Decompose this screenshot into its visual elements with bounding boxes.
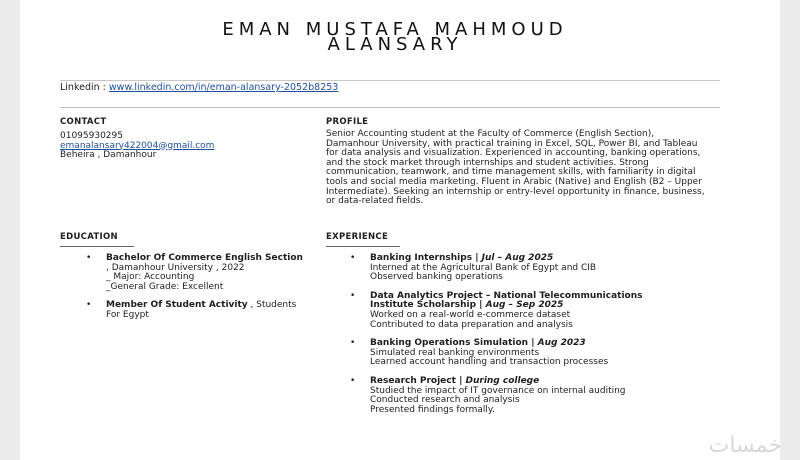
contact-phone: 01095930295 bbox=[60, 131, 123, 141]
experience-sep: | bbox=[455, 375, 466, 386]
experience-date: During college bbox=[465, 375, 540, 386]
experience-title: Data Analytics Project – National Telecommunications Institute Scholarship bbox=[370, 290, 643, 311]
linkedin-link[interactable]: www.linkedin.com/in/eman-alansary-2052b8253 bbox=[108, 82, 339, 93]
education-item bbox=[86, 254, 306, 292]
experience-line: Presented findings formally. bbox=[370, 404, 495, 415]
experience-title: Research Project bbox=[370, 375, 456, 386]
activity-detail: , Students For Egypt bbox=[106, 300, 297, 320]
education-grade: _General Grade: Excellent bbox=[106, 281, 224, 292]
experience-line: Learned account handling and transaction processes bbox=[370, 357, 609, 368]
education-heading-text: EDUCATION bbox=[60, 232, 118, 242]
watermark-logo: خمسات bbox=[708, 433, 782, 458]
experience-list bbox=[350, 254, 680, 415]
contact-heading bbox=[60, 117, 106, 127]
experience-line: Conducted research and analysis bbox=[370, 395, 520, 406]
profile-heading-text: PROFILE bbox=[326, 117, 369, 127]
experience-line: Observed banking operations bbox=[370, 272, 503, 283]
experience-line: Simulated real banking environments bbox=[370, 347, 540, 358]
experience-sep: | bbox=[476, 300, 486, 311]
experience-underline bbox=[326, 242, 400, 247]
experience-title: Banking Operations Simulation bbox=[370, 338, 529, 349]
education-degree: Bachelor Of Commerce English Section bbox=[106, 253, 303, 263]
education-heading bbox=[60, 232, 134, 247]
experience-sep: | bbox=[472, 253, 482, 263]
experience-heading bbox=[326, 232, 400, 247]
experience-line: Interned at the Agricultural Bank of Egypt and CIB bbox=[370, 262, 597, 273]
experience-line: Contributed to data preparation and analysis bbox=[370, 319, 573, 330]
contact-block bbox=[60, 132, 290, 161]
experience-date: Jul – Aug 2025 bbox=[481, 253, 554, 263]
contact-email[interactable]: emanalansary422004@gmail.com bbox=[60, 140, 215, 151]
experience-date: Aug – Sep 2025 bbox=[485, 300, 564, 311]
experience-item bbox=[350, 292, 680, 330]
linkedin-label: Linkedin : bbox=[60, 82, 106, 93]
profile-text: Senior Accounting student at the Faculty of Commerce (English Section), Damanhour University, with practical training in Excel, SQL, Power BI, and Tableau for data analysis and visualization. Experienced in accounting, banking operations, and the stock market through internships and student activities. Strong communication, teamwork, and time management skills, with familiarity in digital tools and social media marketing. Fluent in Arabic (Native) and English (B2 – Upper Intermediate). Seeking an internship or entry-level opportunity in finance, business, or data-related fields. bbox=[326, 129, 705, 207]
experience-item bbox=[350, 254, 680, 283]
top-divider bbox=[60, 80, 720, 81]
profile-heading bbox=[326, 117, 368, 127]
activity-title: Member Of Student Activity bbox=[106, 300, 248, 311]
experience-title: Banking Internships bbox=[370, 253, 473, 263]
education-degree-detail: , Damanhour University , 2022 bbox=[106, 262, 245, 273]
experience-sep: | bbox=[528, 338, 538, 349]
education-list bbox=[86, 254, 306, 321]
experience-heading-text: EXPERIENCE bbox=[326, 232, 389, 242]
education-item bbox=[86, 301, 306, 320]
header-divider bbox=[60, 107, 720, 108]
resume-name bbox=[0, 19, 790, 55]
contact-location: Beheira , Damanhour bbox=[60, 150, 157, 161]
education-major: _ Major: Accounting bbox=[106, 272, 195, 283]
experience-date: Aug 2023 bbox=[537, 338, 586, 349]
education-underline bbox=[60, 242, 134, 247]
experience-item bbox=[350, 339, 680, 368]
experience-line: Worked on a real-world e-commerce dataset bbox=[370, 309, 571, 320]
linkedin-row bbox=[60, 82, 720, 95]
experience-item bbox=[350, 377, 680, 415]
name-line-2: ALANSARY bbox=[327, 34, 463, 55]
contact-heading-text: CONTACT bbox=[60, 117, 107, 127]
experience-line: Studied the impact of IT governance on internal auditing bbox=[370, 385, 626, 396]
name-line-1: EMAN MUSTAFA MAHMOUD bbox=[222, 19, 568, 40]
